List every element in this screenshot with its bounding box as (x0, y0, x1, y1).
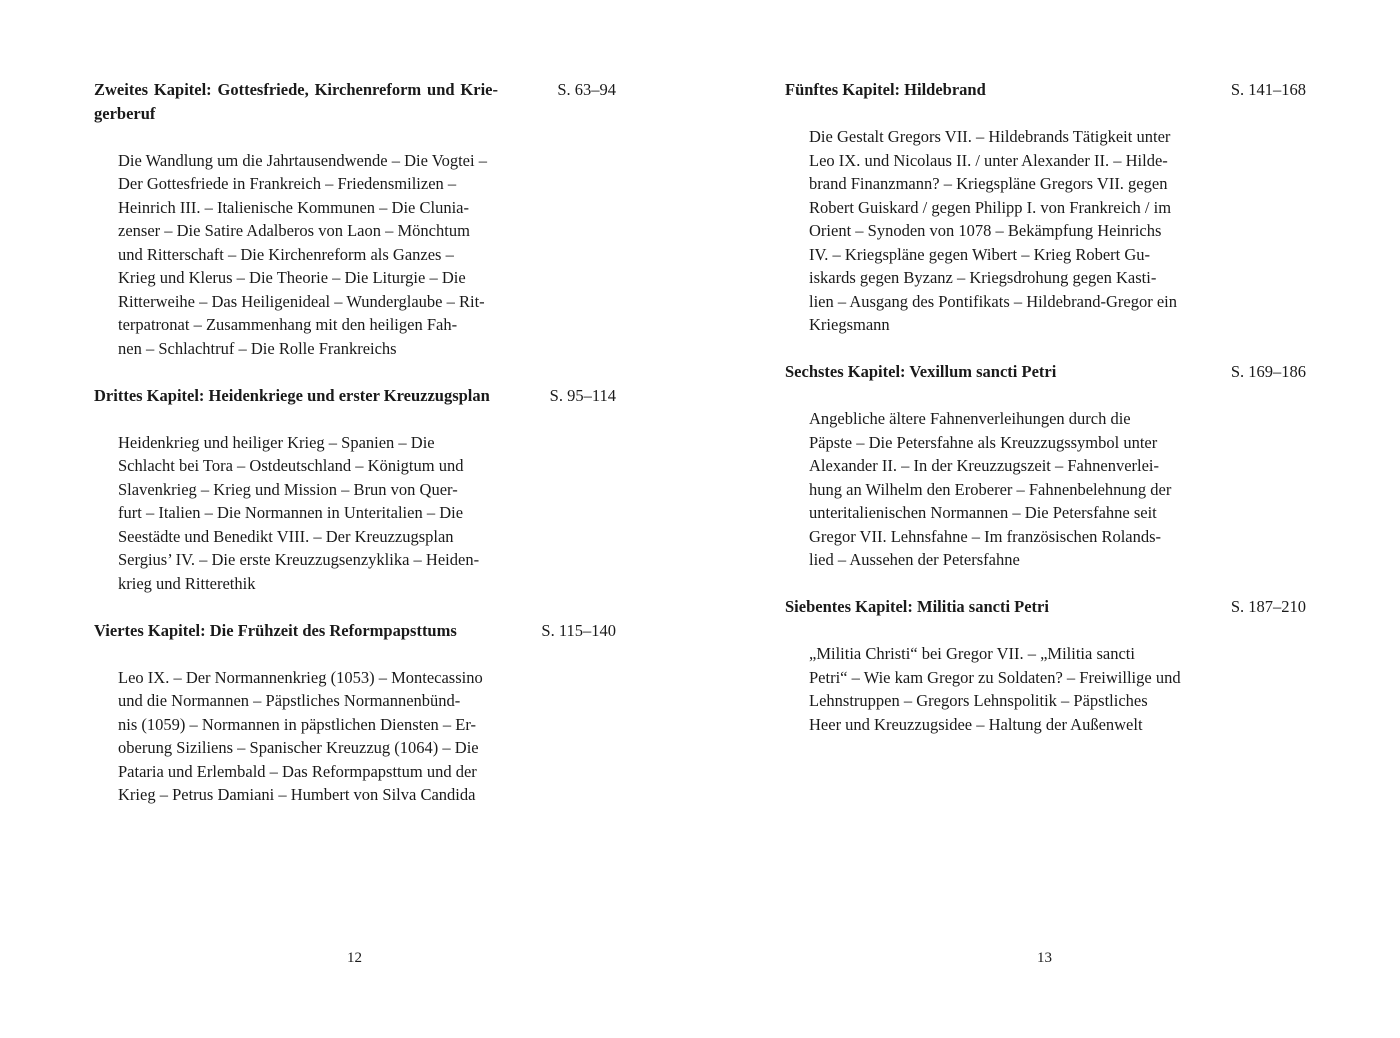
chapter-summary-line: Die Gestalt Gregors VII. – Hildebrands Tätigkeit unter (809, 127, 1171, 146)
chapter-summary-line: Robert Guiskard / gegen Philipp I. von Frankreich / im (809, 197, 1172, 217)
chapter-summary-line: Heinrich III. – Italienische Kommunen – Die Clunia- (118, 197, 469, 217)
toc-chapter (785, 595, 1306, 736)
chapter-summary (785, 642, 1306, 736)
chapter-summary-line: nen – Schlachtruf – Die Rolle Frankreichs (118, 338, 397, 358)
chapter-summary-line: hung an Wilhelm den Eroberer – Fahnenbelehnung der (809, 479, 1172, 499)
chapter-summary-line: terpatronat – Zusammenhang mit den heiligen Fah- (118, 315, 458, 334)
chapter-summary-line: Schlacht bei Tora – Ostdeutschland – Königtum und (118, 456, 464, 475)
chapter-page-range: S. 169–186 (1230, 362, 1306, 381)
chapter-summary-line: Alexander II. – In der Kreuzzugszeit – Fahnenverlei- (809, 456, 1160, 475)
chapter-summary-line: Kriegsmann (809, 315, 890, 334)
chapter-summary-line: Gregor VII. Lehnsfahne – Im französischen Rolands- (809, 526, 1162, 546)
right-page-contents (785, 78, 1306, 760)
chapter-summary-line: Lehnstruppen – Gregors Lehnspolitik – Päpstliches (809, 691, 1148, 710)
chapter-summary-line: Pataria und Erlembald – Das Reformpapsttum und der (118, 761, 477, 781)
toc-chapter (94, 384, 616, 596)
chapter-summary-line: Angebliche ältere Fahnenverleihungen durch die (809, 409, 1131, 428)
toc-chapter (94, 78, 616, 360)
chapter-title-line: Drittes Kapitel: Heidenkriege und erster Kreuzzugsplan (94, 385, 490, 405)
chapter-page-range: S. 63–94 (557, 80, 616, 99)
chapter-title (94, 384, 498, 408)
chapter-summary (94, 431, 616, 596)
chapter-summary-line: und Ritterschaft – Die Kirchenreform als Ganzes – (118, 244, 454, 264)
left-page-contents (94, 78, 616, 830)
chapter-summary (785, 407, 1306, 572)
chapter-summary-line: Petri“ – Wie kam Gregor zu Soldaten? – Freiwillige und (809, 667, 1181, 687)
chapter-title (94, 619, 498, 643)
chapter-title (785, 360, 1189, 384)
toc-chapter (785, 78, 1306, 337)
chapter-title (785, 78, 1189, 102)
chapter-title-line: Siebentes Kapitel: Militia sancti Petri (785, 597, 1049, 616)
chapter-summary-line: krieg und Ritterethik (118, 573, 256, 593)
chapter-summary-line: IV. – Kriegspläne gegen Wibert – Krieg Robert Gu- (809, 244, 1151, 264)
chapter-title-line: Fünftes Kapitel: Hildebrand (785, 80, 986, 99)
chapter-summary-line: brand Finanzmann? – Kriegspläne Gregors VII. gegen (809, 174, 1168, 193)
chapter-summary (94, 149, 616, 361)
chapter-summary-line: und die Normannen – Päpstliches Normannenbünd- (118, 691, 461, 710)
page-number-right: 13 (1037, 950, 1052, 966)
chapter-summary-line: Ritterweihe – Das Heiligenideal – Wunderglaube – Rit- (118, 291, 485, 311)
chapter-summary-line: lied – Aussehen der Petersfahne (809, 550, 1020, 569)
chapter-page-range: S. 141–168 (1230, 80, 1306, 99)
chapter-summary-line: Der Gottesfriede in Frankreich – Friedensmilizen – (118, 174, 457, 193)
chapter-summary-line: oberung Siziliens – Spanischer Kreuzzug (1064) – Die (118, 738, 479, 757)
chapter-summary-line: „Militia Christi“ bei Gregor VII. – „Militia sancti (809, 644, 1135, 663)
toc-chapter (94, 619, 616, 807)
chapter-summary-line: zenser – Die Satire Adalberos von Laon – Mönchtum (118, 221, 470, 240)
chapter-title-line: Viertes Kapitel: Die Frühzeit des Reformpapsttums (94, 620, 457, 640)
chapter-title-line: Sechstes Kapitel: Vexillum sancti Petri (785, 362, 1057, 381)
chapter-summary-line: Krieg und Klerus – Die Theorie – Die Liturgie – Die (118, 268, 466, 287)
chapter-title (785, 595, 1189, 619)
chapter-page-range: S. 115–140 (541, 620, 616, 640)
chapter-page-range: S. 187–210 (1230, 597, 1306, 616)
chapter-summary-line: Heer und Kreuzzugsidee – Haltung der Außenwelt (809, 714, 1143, 734)
page-number-left: 12 (347, 950, 362, 966)
toc-chapter (785, 360, 1306, 572)
chapter-summary-line: Krieg – Petrus Damiani – Humbert von Silva Candida (118, 785, 476, 804)
chapter-summary-line: Orient – Synoden von 1078 – Bekämpfung Heinrichs (809, 221, 1162, 240)
chapter-summary-line: furt – Italien – Die Normannen in Unteritalien – Die (118, 503, 464, 522)
chapter-summary-line: nis (1059) – Normannen in päpstlichen Diensten – Er- (118, 714, 477, 734)
chapter-title (94, 78, 498, 125)
chapter-page-range: S. 95–114 (549, 385, 616, 405)
chapter-summary-line: Leo IX. – Der Normannenkrieg (1053) – Montecassino (118, 667, 483, 687)
chapter-summary-line: Slavenkrieg – Krieg und Mission – Brun von Quer- (118, 479, 458, 499)
chapter-summary-line: Sergius’ IV. – Die erste Kreuzzugsenzyklika – Heiden- (118, 550, 480, 569)
chapter-summary-line: Seestädte und Benedikt VIII. – Der Kreuzzugsplan (118, 526, 454, 546)
chapter-summary-line: Die Wandlung um die Jahrtausendwende – Die Vogtei – (118, 150, 487, 170)
chapter-summary-line: Leo IX. und Nicolaus II. / unter Alexander II. – Hilde- (809, 150, 1168, 170)
chapter-summary-line: Päpste – Die Petersfahne als Kreuzzugssymbol unter (809, 432, 1158, 452)
chapter-summary-line: iskards gegen Byzanz – Kriegsdrohung gegen Kasti- (809, 268, 1157, 287)
chapter-title-line: Zweites Kapitel: Gottesfriede, Kirchenreform und Krie- (94, 80, 498, 99)
chapter-summary-line: unteritalienischen Normannen – Die Petersfahne seit (809, 503, 1157, 522)
chapter-summary (785, 125, 1306, 337)
chapter-summary-line: Heidenkrieg und heiliger Krieg – Spanien – Die (118, 432, 435, 452)
chapter-title-line: gerberuf (94, 103, 156, 123)
chapter-summary-line: lien – Ausgang des Pontifikats – Hildebrand-Gregor ein (809, 291, 1177, 311)
chapter-summary (94, 666, 616, 807)
